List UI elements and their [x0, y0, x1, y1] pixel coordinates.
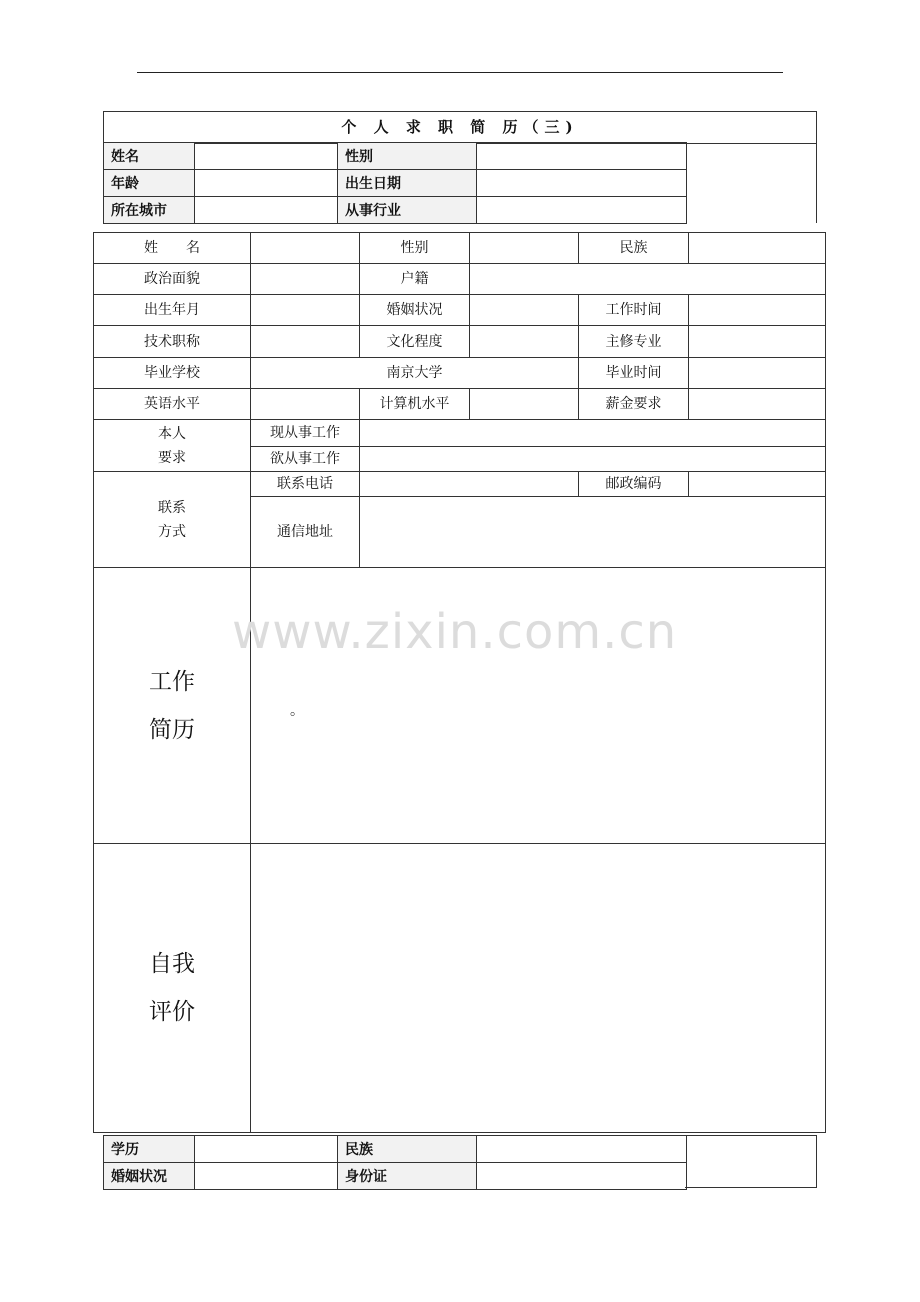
- label-ethnicity-2: 民族: [338, 1136, 477, 1163]
- label-school: 毕业学校: [94, 358, 251, 389]
- field-address[interactable]: [360, 497, 826, 568]
- field-postcode[interactable]: [689, 472, 826, 497]
- label-major: 主修专业: [579, 326, 689, 358]
- label-contact: [94, 472, 251, 568]
- table-row: [94, 264, 826, 295]
- label-contact-line1: 联系: [158, 499, 186, 516]
- table-row: [94, 420, 826, 447]
- label-industry: 从事行业: [338, 197, 477, 224]
- field-industry[interactable]: [477, 197, 687, 224]
- label-id-card: 身份证: [338, 1163, 477, 1190]
- label-phone: 联系电话: [251, 472, 360, 497]
- field-phone[interactable]: [360, 472, 579, 497]
- field-salary[interactable]: [689, 389, 826, 420]
- header-table: [103, 142, 687, 224]
- label-age: 年龄: [104, 170, 195, 197]
- field-gender-2[interactable]: [470, 233, 579, 264]
- field-age[interactable]: [195, 170, 338, 197]
- label-requirements-line2: 要求: [158, 449, 186, 466]
- field-school[interactable]: 南京大学: [251, 358, 579, 389]
- photo-box: [685, 142, 817, 223]
- field-degree[interactable]: [195, 1136, 338, 1163]
- field-ethnicity-2[interactable]: [477, 1136, 687, 1163]
- field-self-evaluation[interactable]: [251, 844, 826, 1133]
- label-marital: 婚姻状况: [360, 295, 470, 326]
- label-requirements: [94, 420, 251, 472]
- label-degree: 学历: [104, 1136, 195, 1163]
- label-political: 政治面貌: [94, 264, 251, 295]
- label-self-evaluation-line1: 自我: [149, 951, 195, 977]
- label-hukou: 户籍: [360, 264, 470, 295]
- label-work-history-line2: 简历: [149, 716, 195, 743]
- label-current-job: 现从事工作: [251, 420, 360, 447]
- field-desired-job[interactable]: [360, 447, 826, 472]
- field-major[interactable]: [689, 326, 826, 358]
- field-name[interactable]: [195, 143, 338, 170]
- field-id-card[interactable]: [477, 1163, 687, 1190]
- field-name-2[interactable]: [251, 233, 360, 264]
- field-birth[interactable]: [251, 295, 360, 326]
- table-row: [94, 326, 826, 358]
- field-birthdate[interactable]: [477, 170, 687, 197]
- label-ethnicity: 民族: [579, 233, 689, 264]
- label-gender: 性别: [338, 143, 477, 170]
- table-row: [104, 197, 687, 224]
- table-row: [104, 170, 687, 197]
- label-self-evaluation-line2: 评价: [149, 999, 195, 1025]
- label-desired-job: 欲从事工作: [251, 447, 360, 472]
- label-city: 所在城市: [104, 197, 195, 224]
- footer-table: [103, 1135, 687, 1190]
- label-computer: 计算机水平: [360, 389, 470, 420]
- field-current-job[interactable]: [360, 420, 826, 447]
- table-row: [94, 358, 826, 389]
- label-work-history: [94, 568, 251, 844]
- table-row: [94, 295, 826, 326]
- table-row: [94, 472, 826, 497]
- field-political[interactable]: [251, 264, 360, 295]
- label-education: 文化程度: [360, 326, 470, 358]
- footer-side-box: [685, 1135, 817, 1188]
- work-history-mark: 。: [290, 703, 304, 719]
- label-english: 英语水平: [94, 389, 251, 420]
- label-self-evaluation: [94, 844, 251, 1133]
- label-birth: 出生年月: [94, 295, 251, 326]
- table-row: [94, 568, 826, 844]
- table-row: [94, 844, 826, 1133]
- label-title: 技术职称: [94, 326, 251, 358]
- table-row: [94, 233, 826, 264]
- label-marital-2: 婚姻状况: [104, 1163, 195, 1190]
- table-row: [104, 1163, 687, 1190]
- watermark: www.zixin.com.cn: [232, 604, 678, 660]
- top-rule: [137, 72, 783, 73]
- label-work-history-line1: 工作: [149, 668, 195, 695]
- field-marital-2[interactable]: [195, 1163, 338, 1190]
- field-education[interactable]: [470, 326, 579, 358]
- label-contact-line2: 方式: [158, 523, 186, 540]
- field-city[interactable]: [195, 197, 338, 224]
- label-salary: 薪金要求: [579, 389, 689, 420]
- field-work-time[interactable]: [689, 295, 826, 326]
- field-english[interactable]: [251, 389, 360, 420]
- field-gender[interactable]: [477, 143, 687, 170]
- label-work-time: 工作时间: [579, 295, 689, 326]
- label-requirements-line1: 本人: [158, 425, 186, 442]
- field-marital[interactable]: [470, 295, 579, 326]
- page-title: 个 人 求 职 简 历（三): [104, 112, 816, 144]
- field-computer[interactable]: [470, 389, 579, 420]
- field-ethnicity[interactable]: [689, 233, 826, 264]
- table-row: [104, 143, 687, 170]
- label-gender-2: 性别: [360, 233, 470, 264]
- table-row: [104, 1136, 687, 1163]
- label-name: 姓名: [104, 143, 195, 170]
- label-postcode: 邮政编码: [579, 472, 689, 497]
- field-work-history[interactable]: [251, 568, 826, 844]
- field-title[interactable]: [251, 326, 360, 358]
- resume-table: [93, 232, 826, 1133]
- label-birthdate: 出生日期: [338, 170, 477, 197]
- field-hukou[interactable]: [470, 264, 826, 295]
- table-row: [94, 389, 826, 420]
- label-name-2: 姓 名: [94, 233, 251, 264]
- label-grad-time: 毕业时间: [579, 358, 689, 389]
- label-address: 通信地址: [251, 497, 360, 568]
- field-grad-time[interactable]: [689, 358, 826, 389]
